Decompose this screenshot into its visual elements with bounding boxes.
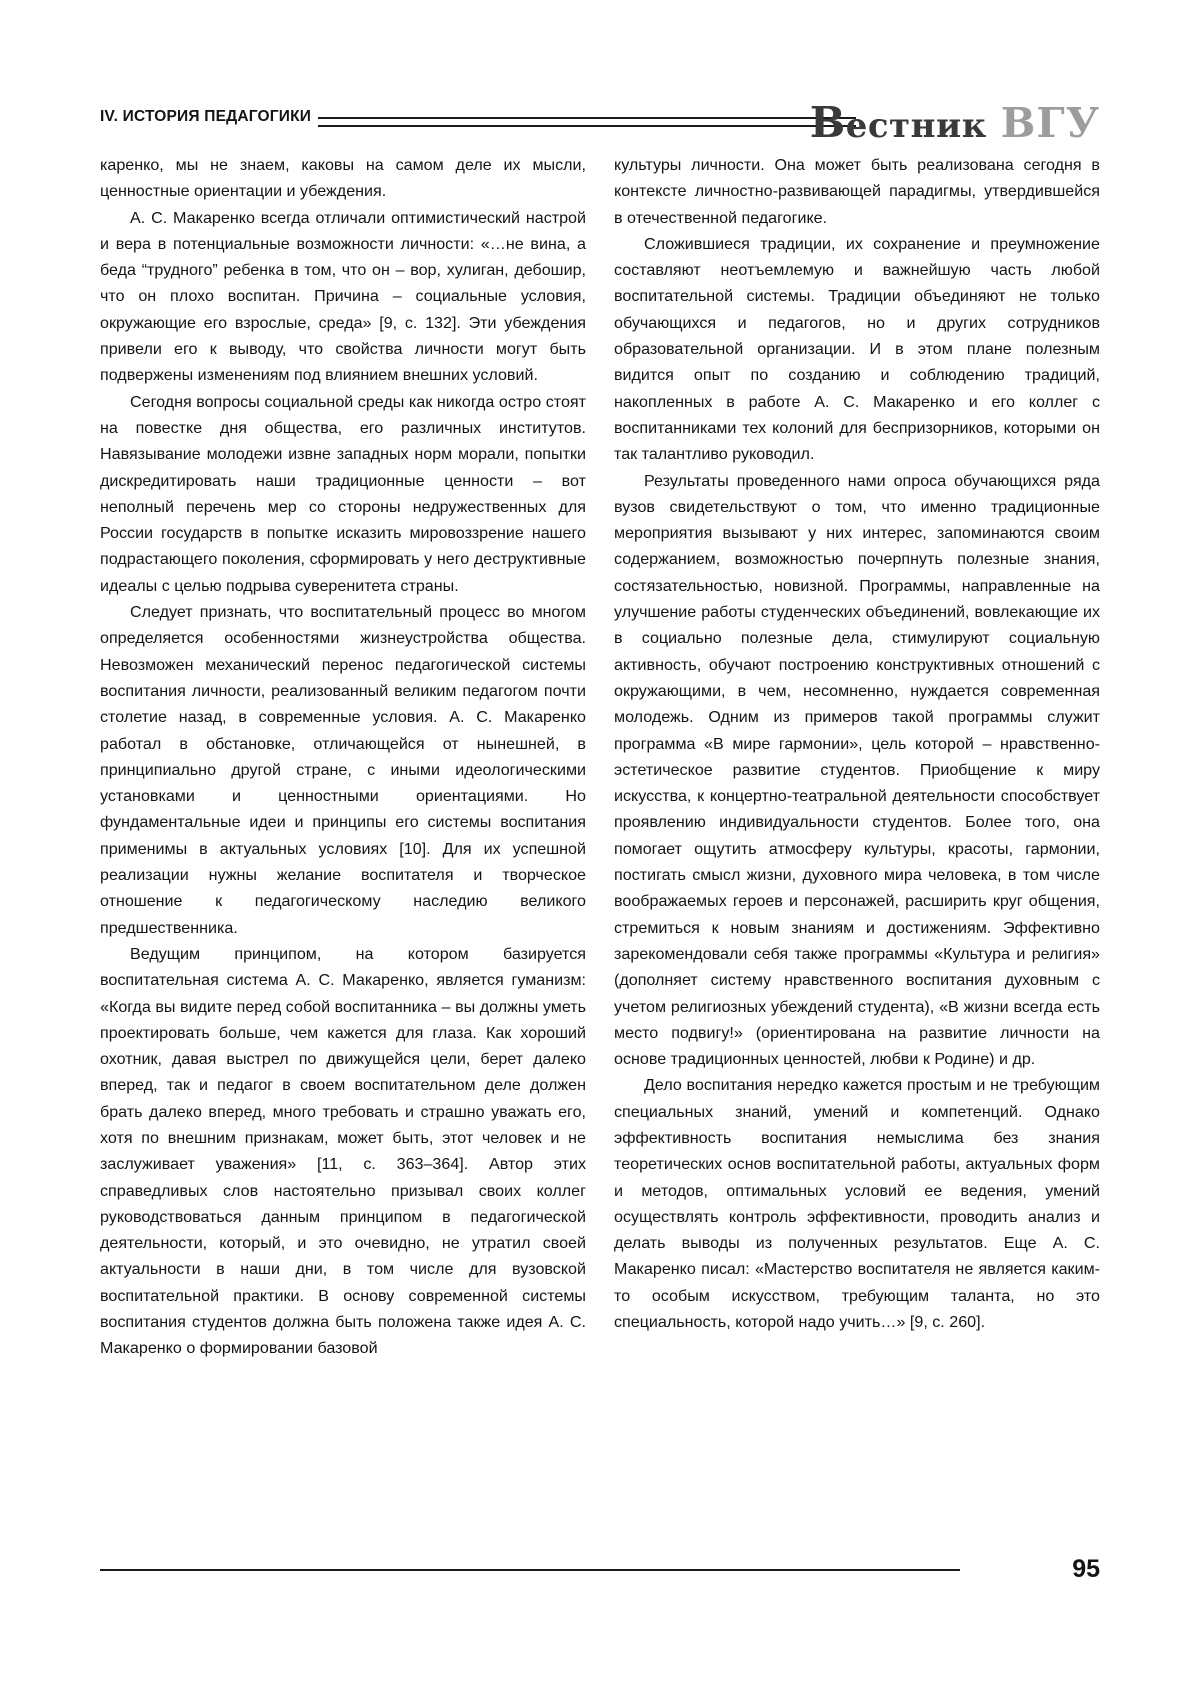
paragraph: каренко, мы не знаем, каковы на самом деле их мысли, ценностные ориентации и убеждения. [100,156,586,201]
journal-abbreviation: ВГУ [1000,99,1100,147]
journal-title [810,98,987,147]
journal-title-initial: В [809,98,846,147]
journal-title-rest: естник [845,106,987,146]
article-body [100,152,1100,1362]
page-number: 95 [1072,1555,1100,1583]
column-right [614,152,1100,1362]
paragraph: Сложившиеся традиции, их сохранение и преумножение составляют неотъемлемую и важнейшую часть любой воспитательной системы. Традиции объединяют не только обучающихся и педагогов, но и других сотрудников образовательной организации. И в этом плане полезным видится опыт по созданию и соблюдению традиций, накопленных в работе А. С. Макаренко и его коллег с воспитанниками тех колоний для беспризорников, которыми он так талантливо руководил. [614,234,1100,464]
paragraph: Ведущим принципом, на котором базируется воспитательная система А. С. Макаренко, является гуманизм: «Когда вы видите перед собой воспитанника – вы должны уметь проектировать больше, чем кажется для глаза. Как хороший охотник, давая выстрел по движущейся цели, берет далеко вперед, так и педагог в своем воспитательном деле должен брать далеко вперед, много требовать и страшно уважать его, хотя по внешним признакам, может быть, этот человек и не заслуживает уважения» [11, с. 363–364]. Автор этих справедливых слов настоятельно призывал своих коллег руководствоваться данным принципом в педагогической деятельности, который, и это очевидно, не утратил своей актуальности в наши дни, в том числе для вузовской воспитательной практики. В основу современной системы воспитания студентов должна быть положена также идея А. С. Макаренко о формировании базовой [100,944,586,1358]
footer-divider-rule [100,1569,960,1571]
paragraph: А. С. Макаренко всегда отличали оптимистический настрой и вера в потенциальные возможности личности: «…не вина, а беда “трудного” ребенка в том, что он – вор, хулиган, дебошир, что он плохо воспитан. Причина – социальные условия, окружающие его взрослые, среда» [9, с. 132]. Эти убеждения привели его к выводу, что свойства личности могут быть подвержены изменениям под влиянием внешних условий. [100,208,586,385]
paragraph: Сегодня вопросы социальной среды как никогда остро стоят на повестке дня общества, его различных институтов. Навязывание молодежи извне западных норм морали, попытки дискредитировать наши традиционные ценности – вот неполный перечень мер со стороны недружественных для России государств в попытке исказить мировоззрение нашего подрастающего поколения, сформировать у него деструктивные идеалы с целью подрыва суверенитета страны. [100,392,586,595]
page-footer [100,1555,1100,1595]
paragraph: культуры личности. Она может быть реализована сегодня в контексте личностно-развивающей парадигмы, утвердившейся в отечественной педагогике. [614,156,1100,227]
page-header [100,98,1100,147]
journal-brand [810,98,1100,147]
column-left [100,152,586,1362]
paragraph: Дело воспитания нередко кажется простым и не требующим специальных знаний, умений и компетенций. Однако эффективность воспитания немыслима без знания теоретических основ воспитательной работы, актуальных форм и методов, оптимальных условий ее ведения, умений осуществлять контроль эффективности, проводить анализ и делать выводы из полученных результатов. Еще А. С. Макаренко писал: «Мастерство воспитателя не является каким-то особым искусством, требующим таланта, но это специальность, которой надо учить…» [9, с. 260]. [614,1076,1100,1332]
paragraph: Следует признать, что воспитательный процесс во многом определяется особенностями жизнеустройства общества. Невозможен механический перенос педагогической системы воспитания личности, реализованный великим педагогом почти столетие назад, в современные условия. А. С. Макаренко работал в обстановке, отличающейся от нынешней, в принципиально другой стране, с иными идеологическими установками и ценностными ориентациями. Но фундаментальные идеи и принципы его системы воспитания применимы в актуальных условиях [10]. Для их успешной реализации нужны желание воспитателя и творческое отношение к педагогическому наследию великого предшественника. [100,603,586,937]
section-label: IV. ИСТОРИЯ ПЕДАГОГИКИ [100,108,312,125]
header-divider-rule [318,117,856,127]
paragraph: Результаты проведенного нами опроса обучающихся ряда вузов свидетельствуют о том, что именно традиционные мероприятия вызывают у них интерес, запоминаются своим содержанием, возможностью почерпнуть полезные знания, состязательностью, новизной. Программы, направленные на улучшение работы студенческих объединений, вовлекающие их в социально полезные дела, стимулируют социальную активность, обучают построению конструктивных отношений с окружающими, в чем, несомненно, нуждается современная молодежь. Одним из примеров такой программы служит программа «В мире гармонии», цель которой – нравственно-эстетическое развитие студентов. Приобщение к миру искусства, к концертно-театральной деятельности способствует проявлению индивидуальности студентов. Более того, она помогает ощутить атмосферу культуры, красоты, гармонии, постигать смысл жизни, духовного мира человека, в том числе воображаемых героев и персонажей, расширить круг общения, стремиться к новым знаниям и достижениям. Эффективно зарекомендовали себя также программы «Культура и религия» (дополняет систему нравственного воспитания духовным с учетом религиозных убеждений студента), «В жизни всегда есть место подвигу!» (ориентирована на развитие личности на основе традиционных ценностей, любви к Родине) и др. [614,471,1100,1069]
